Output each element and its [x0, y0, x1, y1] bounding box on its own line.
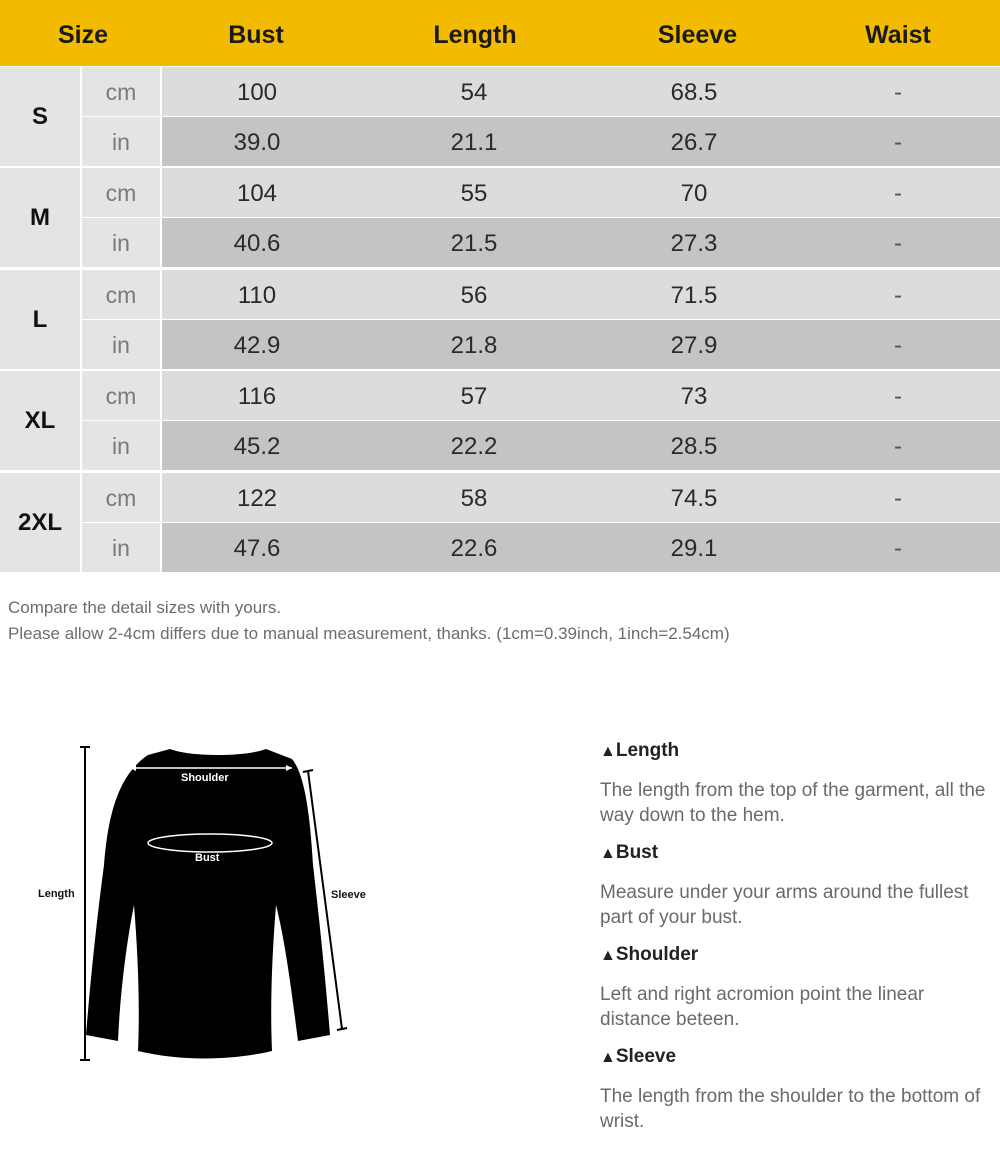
definition-title: Shoulder: [615, 944, 699, 965]
waist-value: -: [894, 484, 902, 512]
waist-value: -: [894, 281, 902, 309]
waist-value: -: [894, 331, 902, 359]
length-value: 21.5: [450, 230, 498, 258]
row-values: [162, 168, 1000, 217]
definition-text: The length from the shoulder to the bottom of wrist.: [600, 1086, 981, 1132]
table-row: [82, 67, 1000, 116]
bust-value: 110: [237, 281, 277, 309]
measurement-definitions: [600, 736, 1000, 1144]
sleeve-value: 27.3: [670, 230, 718, 258]
length-value: 22.6: [450, 534, 498, 562]
triangle-icon: ▲: [600, 845, 616, 862]
unit-label: cm: [82, 270, 160, 319]
waist-value: -: [894, 79, 902, 106]
garment-measurement-figure: [30, 735, 390, 1065]
waist-value: -: [894, 383, 902, 411]
sleeve-value: 70: [680, 180, 708, 208]
definition-length: [600, 736, 1000, 828]
size-group-s: [0, 67, 1000, 168]
table-row: [82, 270, 1000, 319]
note-allowance: Please allow 2-4cm differs due to manual measurement, thanks. (1cm=0.39inch, 1inch=2.54cm): [8, 624, 730, 643]
length-value: 21.8: [450, 331, 498, 359]
unit-label: in: [82, 421, 160, 470]
definition-bust: [600, 838, 1000, 930]
waist-value: -: [894, 180, 902, 208]
bust-value: 42.9: [233, 331, 281, 359]
table-row: [82, 371, 1000, 420]
row-values: [162, 218, 1000, 267]
length-value: 56: [460, 281, 488, 309]
waist-value: -: [894, 230, 902, 258]
table-row: [82, 117, 1000, 166]
triangle-icon: ▲: [600, 743, 616, 760]
header-length: Length: [433, 21, 517, 49]
waist-value: -: [894, 129, 902, 156]
label-shoulder: Shoulder: [181, 772, 229, 784]
bust-value: 39.0: [233, 129, 281, 156]
table-header: [0, 0, 1000, 66]
label-bust: Bust: [195, 852, 220, 864]
definition-text: Left and right acromion point the linear distance beteen.: [600, 984, 925, 1030]
bust-value: 122: [236, 484, 278, 512]
table-row: [82, 320, 1000, 369]
bust-value: 45.2: [233, 433, 281, 461]
row-values: [162, 371, 1000, 420]
definition-text: The length from the top of the garment, all the way down to the hem.: [600, 780, 986, 826]
waist-value: -: [894, 433, 902, 461]
definition-title: Length: [615, 740, 680, 761]
length-value: 57: [460, 383, 488, 411]
label-length: Length: [38, 888, 75, 900]
table-row: [82, 218, 1000, 267]
note-compare: Compare the detail sizes with yours.: [8, 598, 282, 617]
sleeve-value: 29.1: [670, 534, 718, 562]
row-values: [162, 523, 1000, 572]
unit-label: cm: [82, 371, 160, 420]
size-group-m: [0, 168, 1000, 269]
bust-value: 100: [236, 79, 278, 106]
unit-label: in: [82, 117, 160, 166]
table-row: [82, 523, 1000, 572]
row-values: [162, 270, 1000, 319]
table-row: [82, 473, 1000, 522]
label-sleeve: Sleeve: [331, 889, 366, 901]
sleeve-value: 26.7: [670, 129, 718, 156]
size-group-xl: [0, 371, 1000, 472]
table-row: [82, 421, 1000, 470]
bust-value: 40.6: [233, 230, 281, 258]
length-value: 54: [460, 79, 488, 106]
definition-text: Measure under your arms around the fullest part of your bust.: [600, 882, 969, 928]
row-values: [162, 117, 1000, 166]
bust-value: 104: [236, 180, 278, 208]
row-values: [162, 67, 1000, 116]
size-label: M: [0, 168, 80, 267]
triangle-icon: ▲: [600, 947, 616, 964]
size-group-2xl: [0, 473, 1000, 574]
bust-value: 47.6: [233, 534, 281, 562]
sweater-shape: [86, 749, 330, 1059]
length-value: 22.2: [450, 433, 498, 461]
row-values: [162, 473, 1000, 522]
size-label: XL: [0, 371, 80, 470]
definition-shoulder: [600, 940, 1000, 1032]
row-values: [162, 421, 1000, 470]
definition-title: Bust: [615, 842, 659, 863]
size-group-l: [0, 270, 1000, 371]
size-label: S: [0, 67, 80, 166]
unit-label: cm: [82, 168, 160, 217]
sleeve-value: 68.5: [670, 79, 718, 106]
size-label: L: [0, 270, 80, 369]
header-sleeve: Sleeve: [657, 21, 738, 49]
header-waist: Waist: [865, 21, 931, 49]
sleeve-value: 71.5: [670, 281, 718, 309]
length-value: 58: [460, 484, 488, 512]
bust-value: 116: [237, 383, 277, 411]
sleeve-value: 28.5: [670, 433, 718, 461]
header-size: Size: [57, 21, 109, 49]
unit-label: in: [82, 523, 160, 572]
unit-label: in: [82, 320, 160, 369]
waist-value: -: [894, 534, 902, 562]
table-row: [82, 168, 1000, 217]
sleeve-value: 27.9: [670, 331, 718, 359]
row-values: [162, 320, 1000, 369]
sleeve-value: 74.5: [670, 484, 718, 512]
unit-label: in: [82, 218, 160, 267]
definition-sleeve: [600, 1042, 1000, 1134]
length-value: 55: [460, 180, 488, 208]
length-value: 21.1: [450, 129, 498, 156]
header-bust: Bust: [228, 21, 284, 49]
triangle-icon: ▲: [600, 1049, 616, 1066]
unit-label: cm: [82, 473, 160, 522]
sleeve-value: 73: [680, 383, 708, 411]
unit-label: cm: [82, 67, 160, 116]
definition-title: Sleeve: [615, 1046, 677, 1067]
size-label: 2XL: [0, 473, 80, 572]
